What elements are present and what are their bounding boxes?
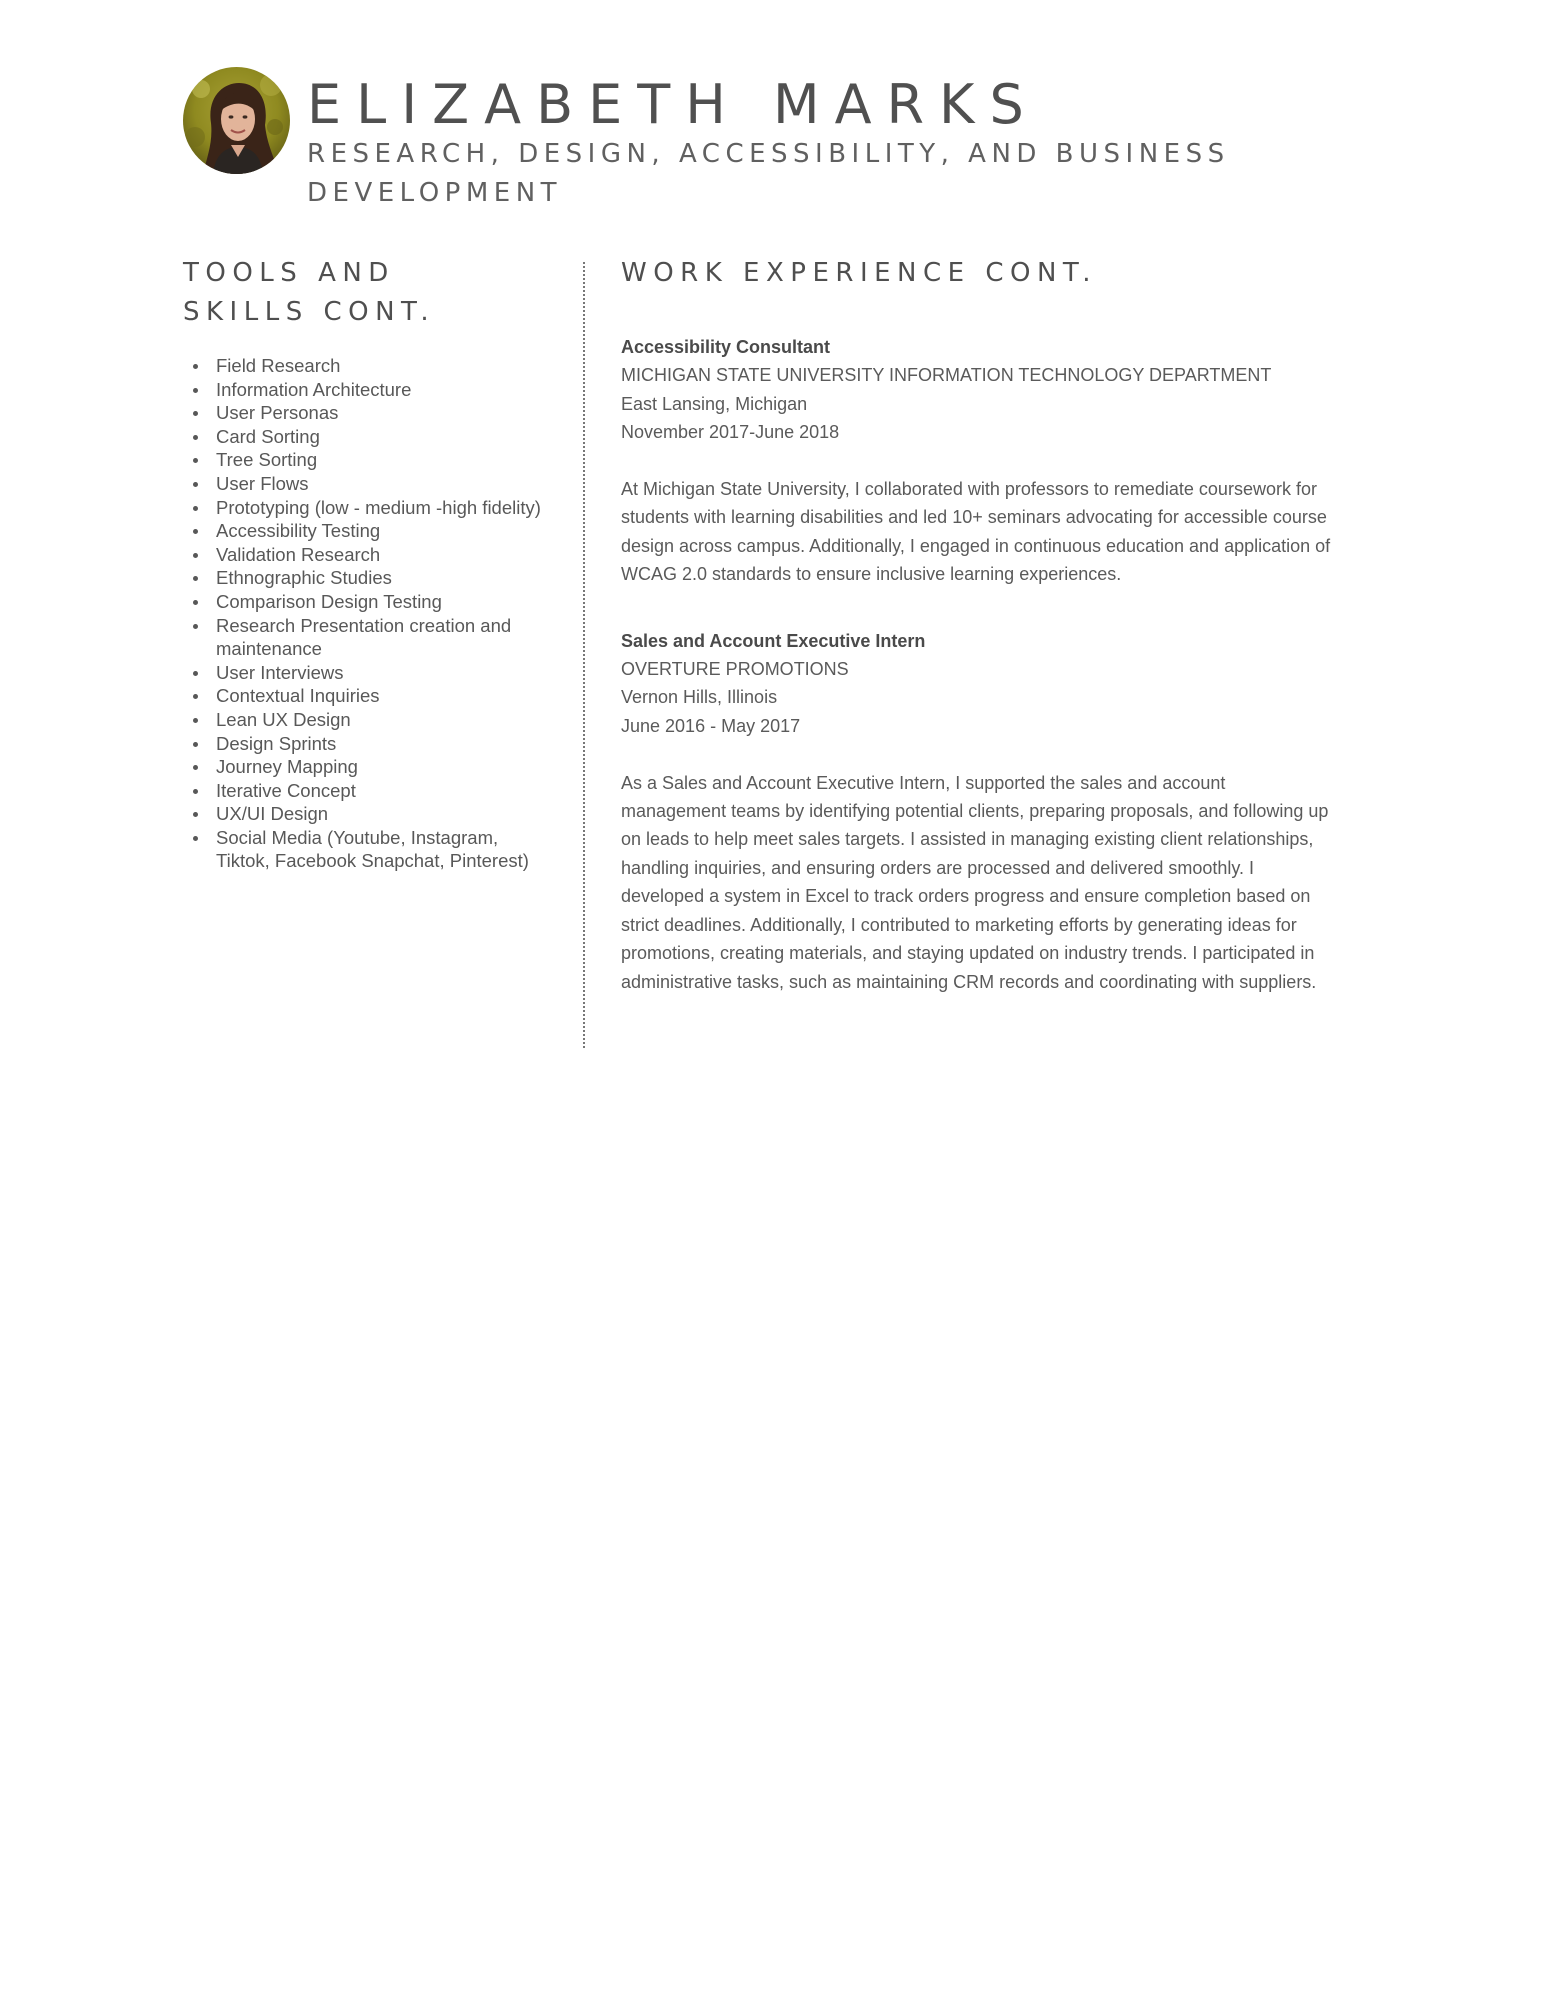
resume-header bbox=[183, 66, 1363, 226]
skill-item: Prototyping (low - medium -high fidelity) bbox=[183, 496, 543, 520]
job-description: At Michigan State University, I collaborated with professors to remediate coursework for students with learning disabilities and led 10+ seminars advocating for accessible course design across campus. Additionally, I engaged in continuous education and application of WCAG 2.0 standards to ensure inclusive learning experiences. bbox=[621, 479, 1331, 585]
skill-item: Tree Sorting bbox=[183, 448, 543, 472]
profile-photo-icon bbox=[183, 67, 290, 174]
job-entry-sales-intern bbox=[621, 627, 1331, 996]
skill-item: Social Media (Youtube, Instagram, Tiktok, Facebook Snapchat, Pinterest) bbox=[183, 826, 543, 873]
work-experience-heading: WORK EXPERIENCE CONT. bbox=[621, 258, 1097, 288]
skill-item: UX/UI Design bbox=[183, 802, 543, 826]
skills-section bbox=[183, 254, 543, 873]
skill-item: Iterative Concept bbox=[183, 779, 543, 803]
skill-item: User Interviews bbox=[183, 661, 543, 685]
skill-item: Field Research bbox=[183, 354, 543, 378]
job-location: Vernon Hills, Illinois bbox=[621, 687, 778, 708]
job-company: OVERTURE PROMOTIONS bbox=[621, 659, 849, 680]
job-entry-accessibility-consultant bbox=[621, 333, 1331, 589]
column-divider bbox=[583, 262, 585, 1048]
skill-item: Accessibility Testing bbox=[183, 519, 543, 543]
skill-item: User Flows bbox=[183, 472, 543, 496]
job-dates: June 2016 - May 2017 bbox=[621, 715, 801, 736]
skill-item: Contextual Inquiries bbox=[183, 684, 543, 708]
job-subtitle: RESEARCH, DESIGN, ACCESSIBILITY, AND BUSINESS DEVELOPMENT bbox=[307, 139, 1230, 208]
job-dates: November 2017-June 2018 bbox=[621, 422, 840, 443]
job-location: East Lansing, Michigan bbox=[621, 393, 808, 414]
skill-item: Comparison Design Testing bbox=[183, 590, 543, 614]
skills-list bbox=[183, 354, 543, 873]
avatar bbox=[183, 67, 290, 174]
skill-item: Lean UX Design bbox=[183, 708, 543, 732]
job-title: Accessibility Consultant bbox=[621, 337, 831, 357]
skill-item: Design Sprints bbox=[183, 732, 543, 756]
skill-item: User Personas bbox=[183, 401, 543, 425]
skill-item: Journey Mapping bbox=[183, 755, 543, 779]
name: ELIZABETH MARKS bbox=[307, 73, 1039, 136]
skill-item: Card Sorting bbox=[183, 425, 543, 449]
job-company: MICHIGAN STATE UNIVERSITY INFORMATION TECHNOLOGY DEPARTMENT bbox=[621, 365, 1272, 386]
work-experience-section bbox=[621, 254, 1331, 996]
skill-item: Research Presentation creation and maintenance bbox=[183, 614, 543, 661]
job-description: As a Sales and Account Executive Intern, I supported the sales and account management teams by identifying potential clients, preparing proposals, and following up on leads to help meet sales targets. I assisted in managing existing client relationships, handling inquiries, and ensuring orders are processed and delivered smoothly. I developed a system in Excel to track orders progress and ensure completion based on strict deadlines. Additionally, I contributed to marketing efforts by generating ideas for promotions, creating materials, and staying updated on industry trends. I participated in administrative tasks, such as maintaining CRM records and coordinating with suppliers. bbox=[621, 772, 1329, 992]
skill-item: Information Architecture bbox=[183, 378, 543, 402]
skill-item: Validation Research bbox=[183, 543, 543, 567]
skill-item: Ethnographic Studies bbox=[183, 566, 543, 590]
job-title: Sales and Account Executive Intern bbox=[621, 630, 926, 651]
skills-heading: TOOLS AND SKILLS CONT. bbox=[183, 258, 436, 327]
